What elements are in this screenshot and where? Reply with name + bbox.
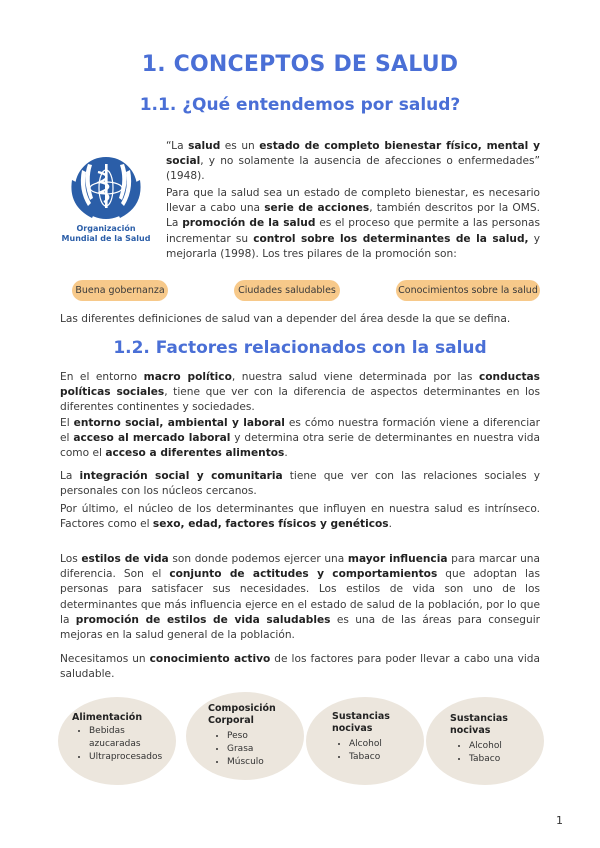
bold-text-run: estado de completo bienestar físico, mental y social: [166, 140, 540, 168]
text-run: es el proceso que permite a las personas incrementar su: [166, 217, 540, 245]
bold-text-run: promoción de estilos de vida saludables: [75, 613, 331, 626]
text-run: es cómo nuestra formación viene a diferenciar el: [60, 417, 540, 445]
bold-text-run: promoción de la salud: [182, 217, 316, 230]
section-heading-2: 1.2. Factores relacionados con la salud: [113, 338, 487, 358]
page-number: 1: [556, 814, 563, 827]
logo-caption: Organización Mundial de la Salud: [61, 224, 151, 243]
bold-text-run: integración social y comunitaria: [79, 470, 283, 482]
definitions-note: Las diferentes definiciones de salud van a depender del área desde la que se defina.: [60, 313, 511, 325]
bold-text-run: conocimiento activo: [149, 653, 271, 665]
list-item: • Grasa: [227, 743, 307, 756]
list-item: • Bebidas azucaradas: [89, 725, 179, 751]
text-run: que adoptan las personas para satisfacer sus necesidades. Los estilos de vida son uno de los determinantes que más influencia ejerce en el estado de salud de la población, por lo que la: [60, 568, 540, 626]
text-run: , nuestra salud viene determinada por las: [231, 371, 479, 383]
bubble-list: [76, 725, 179, 764]
text-run: , tiene que ver con la diferencia de aspectos determinantes en los diferentes continentes y sociedades.: [60, 386, 540, 414]
text-run: Los: [60, 553, 82, 565]
text-run: , y no solamente la ausencia de afecciones o enfermedades” (1948).: [166, 155, 540, 183]
bold-text-run: mayor influencia: [347, 553, 448, 565]
bubble-title: Alimentación: [72, 712, 143, 723]
bold-text-run: macro político: [143, 371, 232, 383]
active-knowledge-paragraph: [60, 652, 540, 682]
bubble-list: [456, 740, 549, 766]
text-run: Necesitamos un: [60, 653, 150, 665]
list-item: • Ultraprocesados: [89, 751, 179, 764]
lifestyle-bubble-substances-2: [426, 697, 544, 785]
text-run: .: [388, 518, 392, 531]
text-run: En el entorno: [60, 371, 144, 383]
lifestyle-bubble-body: [186, 692, 304, 780]
bold-text-run: acceso al mercado laboral: [73, 432, 231, 445]
list-item: • Alcohol: [469, 740, 549, 753]
social-integration-paragraph: [60, 469, 540, 499]
who-definition-paragraph: [166, 139, 540, 185]
bold-text-run: control sobre los determinantes de la salud,: [253, 232, 529, 245]
text-run: Por último, el núcleo de los determinantes que influyen en nuestra salud es intrínseco. Factores como el: [60, 503, 540, 531]
list-item: • Tabaco: [469, 753, 549, 766]
bold-text-run: conjunto de actitudes y comportamientos: [169, 568, 438, 581]
text-run: , también descritos por la OMS. La: [166, 202, 540, 230]
lifestyle-bubble-substances-1: [306, 697, 424, 785]
pillar-badge-cities: Ciudades saludables: [234, 280, 340, 301]
bold-text-run: estilos de vida: [81, 553, 169, 565]
text-run: y mejorarla (1998). Los tres pilares de la promoción son:: [166, 232, 540, 260]
text-run: tiene que ver con las relaciones sociales y personales con los núcleos cercanos.: [60, 470, 540, 498]
pillar-badge-knowledge: Conocimientos sobre la salud: [396, 280, 540, 301]
bubble-title: Sustancias nocivas: [450, 713, 508, 736]
text-run: “La: [166, 140, 189, 152]
intrinsic-factors-paragraph: [60, 502, 540, 532]
bubble-title: Sustancias nocivas: [332, 711, 390, 734]
bubble-title: Composición Corporal: [208, 703, 276, 726]
page-title: 1. CONCEPTOS DE SALUD: [141, 52, 459, 77]
bold-text-run: conductas políticas sociales: [60, 371, 540, 399]
list-item: • Tabaco: [349, 751, 429, 764]
text-run: El: [60, 417, 74, 429]
section-heading-1: 1.1. ¿Qué entendemos por salud?: [139, 95, 461, 115]
bold-text-run: serie de acciones: [264, 202, 370, 215]
pillar-badge-governance: Buena gobernanza: [72, 280, 168, 301]
text-run: La: [60, 470, 80, 482]
bubble-list: [336, 738, 429, 764]
lifestyle-paragraph: [60, 552, 540, 643]
text-run: son donde podemos ejercer una: [168, 553, 348, 565]
social-environment-paragraph: [60, 416, 540, 462]
list-item: • Músculo: [227, 756, 307, 769]
bold-text-run: acceso a diferentes alimentos: [105, 447, 285, 460]
list-item: • Alcohol: [349, 738, 429, 751]
lifestyle-bubble-food: [58, 697, 176, 785]
text-run: Para que la salud sea un estado de completo bienestar, es necesario llevar a cabo una: [166, 187, 540, 215]
bubble-list: [214, 730, 307, 769]
bold-text-run: sexo, edad, factores físicos y genéticos: [152, 518, 389, 531]
text-run: es un: [220, 140, 260, 152]
text-run: de los factores para poder llevar a cabo una vida saludable.: [60, 653, 540, 681]
text-run: es una de las áreas para conseguir mejoras en la salud general de la población.: [60, 613, 540, 642]
bold-text-run: salud: [188, 140, 221, 152]
text-run: y determina otra serie de determinantes en nuestra vida como el: [60, 432, 540, 460]
macro-political-paragraph: [60, 370, 540, 416]
text-run: .: [284, 447, 288, 460]
list-item: • Peso: [227, 730, 307, 743]
bold-text-run: entorno social, ambiental y laboral: [73, 417, 285, 429]
text-run: para marcar una diferencia. Son el: [60, 553, 540, 581]
health-promotion-paragraph: [166, 186, 540, 262]
